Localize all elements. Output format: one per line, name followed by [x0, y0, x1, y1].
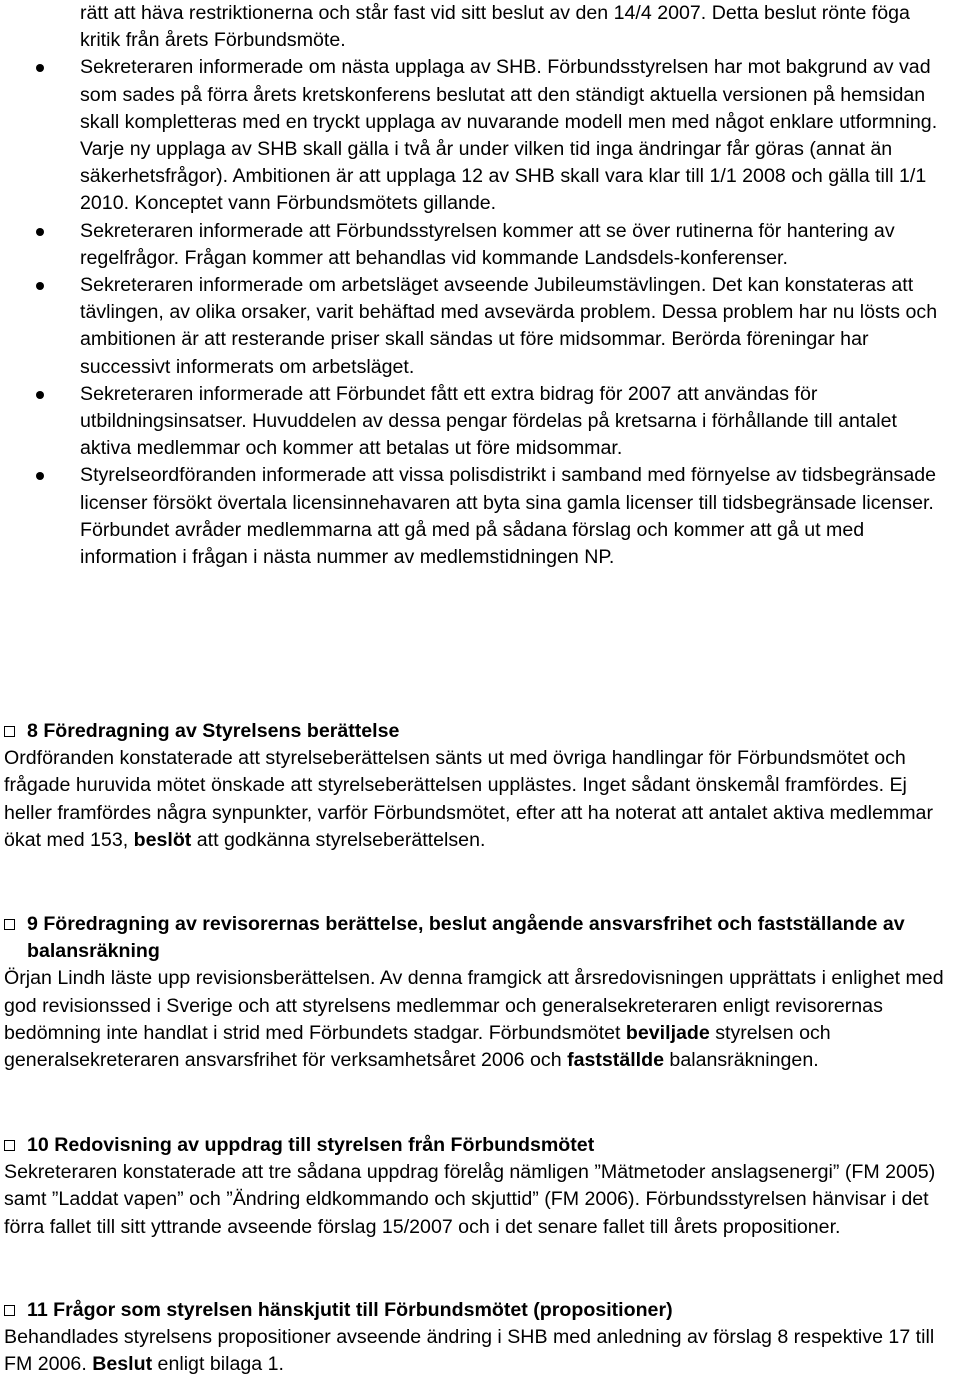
section-heading	[4, 911, 956, 965]
list-item-text: Sekreteraren informerade om nästa upplaga av SHB. Förbundsstyrelsen har mot bakgrund av vad som sades på förra årets kretskonferens beslutat att den ständigt aktuella versionen på hemsidan skall kompletteras med en tryckt upplaga av nuvarande modell men med något enklare utformning. Varje ny upplaga av SHB skall gälla i två år under vilken tid inga ändringar får göras (annat än säkerhetsfrågor). Ambitionen är att upplaga 12 av SHB skall vara klar till 1/1 2008 och gälla till 1/1 2010. Konceptet vann Förbundsmötets gillande.	[80, 56, 938, 215]
list-item	[0, 381, 960, 463]
list-item-text: Styrelseordföranden informerade att vissa polisdistrikt i samband med förnyelse av tidsbegränsade licenser försökt övertala licensinnehavaren att byta sina gamla licenser till tidsbegränsade licenser. Förbundet avråder medlemmarna att gå med på sådana förslag och kommer att gå ut med information i frågan i nästa nummer av medlemstidningen NP.	[80, 464, 937, 569]
section-11	[4, 1297, 956, 1379]
list-item-text: Sekreteraren informerade att Förbundsstyrelsen kommer att se över rutinerna för hantering av regelfrågor. Frågan kommer att behandlas vid kommande Landsdels-konferenser.	[80, 219, 895, 269]
section-heading	[4, 1132, 956, 1159]
list-item	[0, 272, 960, 381]
continuation-text: rätt att häva restriktionerna och står fast vid sitt beslut av den 14/4 2007. Detta beslut rönte föga kritik från årets Förbundsmöte.	[80, 2, 910, 52]
section-heading	[4, 1297, 956, 1324]
checkbox-square-icon	[4, 726, 15, 737]
list-item-text: Sekreteraren informerade att Förbundet fått ett extra bidrag för 2007 att användas för utbildningsinsatser. Huvuddelen av dessa pengar fördelas på kretsarna i förhållande till antalet aktiva medlemmar och kommer att betalas ut före midsommar.	[80, 382, 897, 460]
body-text: Örjan Lindh läste upp revisionsberättelsen. Av denna framgick att årsredovisningen upprättats i enlighet med god revisionssed i Sverige och att styrelsens medlemmar och generalsekreteraren enligt revisorernas bedömning inte handlat i strid med Förbundets stadgar. Förbundsmötet	[4, 967, 944, 1044]
bullet-list	[0, 0, 960, 571]
body-text: Ordföranden konstaterade att styrelseberättelsen sänts ut med övriga handlingar för Förbundsmötet och frågade huruvida mötet önskade att styrelseberättelsen upplästes. Inget sådant önskemål framfördes. Ej heller framfördes några synpunkter, varför Förbundsmötet, efter att ha noterat att antalet aktiva medlemmar ökat med 153,	[4, 747, 933, 851]
section-heading	[4, 718, 956, 745]
bullet-icon	[36, 472, 44, 480]
body-text: Behandlades styrelsens propositioner avseende ändring i SHB med anledning av förslag 8 respektive 17 till FM 2006.	[4, 1326, 935, 1376]
section-9	[4, 911, 956, 1074]
section-body	[4, 1324, 956, 1378]
body-text: styrelsen och generalsekreteraren ansvarsfrihet för verksamhetsåret 2006 och	[4, 1021, 831, 1072]
section-body: Sekreteraren konstaterade att tre sådana uppdrag förelåg nämligen ”Mätmetoder anslagsenergi” (FM 2005) samt ”Laddat vapen” och ”Ändring eldkommando och skjuttid” (FM 2006). Förbundsstyrelsen hänvisar i det förra fallet till sitt yttrande avseende förslag 15/2007 och i det senare fallet till årets propositioner.	[4, 1161, 936, 1238]
section-body	[4, 965, 956, 1074]
section-title: 11 Frågor som styrelsen hänskjutit till Förbundsmötet (propositioner)	[27, 1299, 673, 1321]
bullet-icon	[36, 64, 44, 72]
checkbox-square-icon	[4, 1305, 15, 1316]
checkbox-square-icon	[4, 1140, 15, 1151]
section-title: 9 Föredragning av revisorernas berättelse, beslut angående ansvarsfrihet och fastställande av balansräkning	[27, 913, 905, 963]
section-title: 10 Redovisning av uppdrag till styrelsen från Förbundsmötet	[27, 1134, 595, 1156]
bullet-icon	[36, 391, 44, 399]
checkbox-square-icon	[4, 919, 15, 930]
body-text: att godkänna styrelseberättelsen.	[191, 828, 486, 851]
bold-text: fastställde	[567, 1049, 664, 1072]
list-item	[0, 54, 960, 217]
body-text: enligt bilaga 1.	[152, 1353, 284, 1376]
list-item	[0, 462, 960, 571]
list-item-text: Sekreteraren informerade om arbetsläget avseende Jubileumstävlingen. Det kan konstateras att tävlingen, av olika orsaker, varit behäftad med avsevärda problem. Dessa problem har nu lösts och ambitionen är att resterande priser skall sändas ut före midsommar. Berörda föreningar har successivt informerats om arbetsläget.	[80, 274, 938, 378]
bullet-icon	[36, 228, 44, 236]
section-title: 8 Föredragning av Styrelsens berättelse	[27, 720, 400, 742]
body-text: balansräkningen.	[663, 1049, 819, 1072]
bullet-icon	[36, 282, 44, 290]
bold-text: Beslut	[92, 1353, 153, 1376]
section-8	[4, 718, 956, 854]
bold-text: beslöt	[133, 828, 192, 851]
bold-text: beviljade	[625, 1021, 710, 1044]
section-10	[4, 1132, 956, 1241]
list-item	[0, 218, 960, 272]
section-body	[4, 745, 956, 854]
list-item-continuation	[0, 0, 960, 54]
